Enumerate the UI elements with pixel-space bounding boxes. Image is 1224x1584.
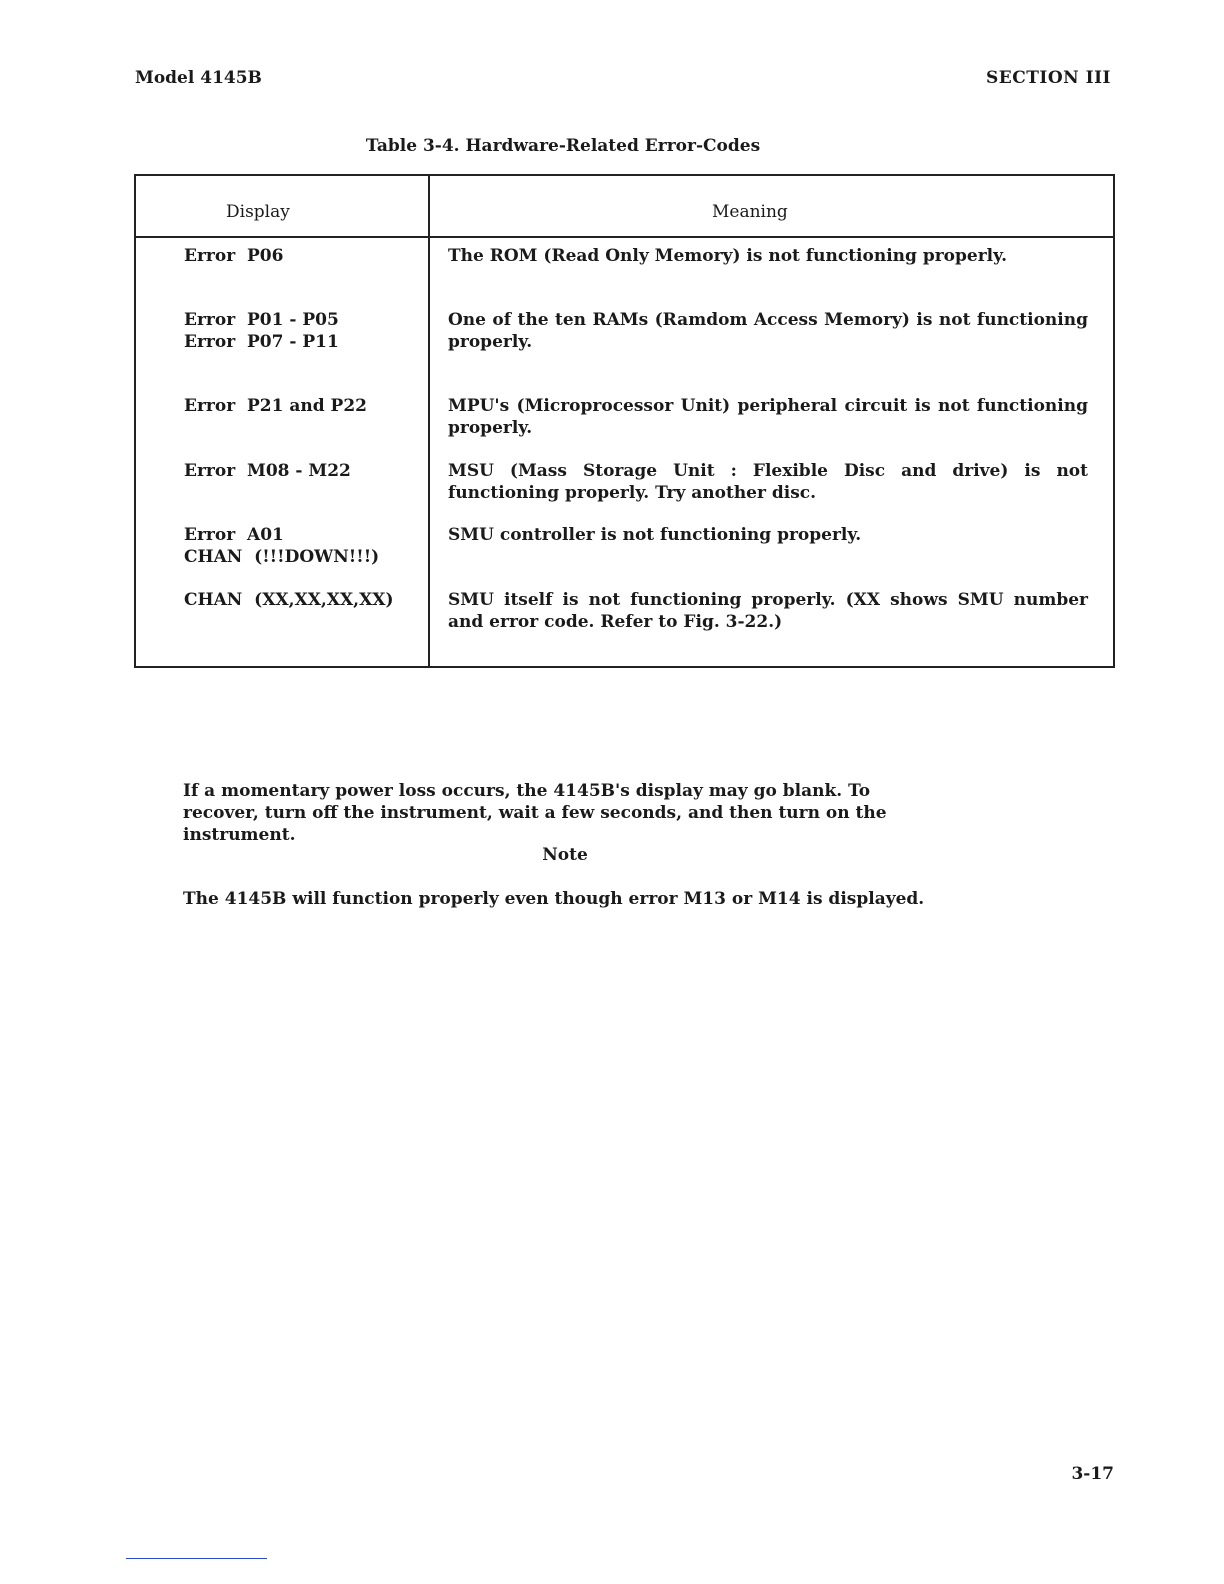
- column-divider: [428, 176, 430, 666]
- error-code: Error P06: [184, 246, 284, 266]
- power-loss-paragraph: If a momentary power loss occurs, the 4145B's display may go blank. To recover, turn off the instrument, wait a few seconds, and then turn on the instrument.: [183, 781, 887, 845]
- error-meaning: SMU itself is not functioning properly. (XX shows SMU number and error code. Refer to Fig. 3-22.): [448, 590, 1088, 632]
- error-code: CHAN (XX,XX,XX,XX): [184, 590, 394, 610]
- footer-rule: [126, 1558, 267, 1559]
- error-code: Error A01 CHAN (!!!DOWN!!!): [184, 525, 380, 567]
- column-header-display: Display: [226, 202, 290, 222]
- error-code: Error M08 - M22: [184, 461, 351, 481]
- note-text: The 4145B will function properly even though error M13 or M14 is displayed.: [183, 889, 925, 909]
- header-model: Model 4145B: [135, 68, 262, 88]
- error-meaning: The ROM (Read Only Memory) is not functioning properly.: [448, 246, 1007, 266]
- page-number: 3-17: [1071, 1464, 1114, 1484]
- error-meaning: SMU controller is not functioning properly.: [448, 525, 862, 545]
- column-header-meaning: Meaning: [712, 202, 788, 222]
- note-title: Note: [542, 845, 588, 865]
- error-meaning: MPU's (Microprocessor Unit) peripheral circuit is not functioning properly.: [448, 396, 1088, 438]
- header-section: SECTION III: [986, 68, 1111, 88]
- error-code: Error P21 and P22: [184, 396, 367, 416]
- error-code: Error P01 - P05 Error P07 - P11: [184, 310, 339, 352]
- header-divider: [136, 236, 1113, 238]
- error-code-table: [134, 174, 1115, 668]
- table-caption: Table 3-4. Hardware-Related Error-Codes: [365, 136, 761, 156]
- error-meaning: MSU (Mass Storage Unit : Flexible Disc and drive) is not functioning properly. Try another disc.: [448, 461, 1088, 503]
- error-meaning: One of the ten RAMs (Ramdom Access Memory) is not functioning properly.: [448, 310, 1088, 352]
